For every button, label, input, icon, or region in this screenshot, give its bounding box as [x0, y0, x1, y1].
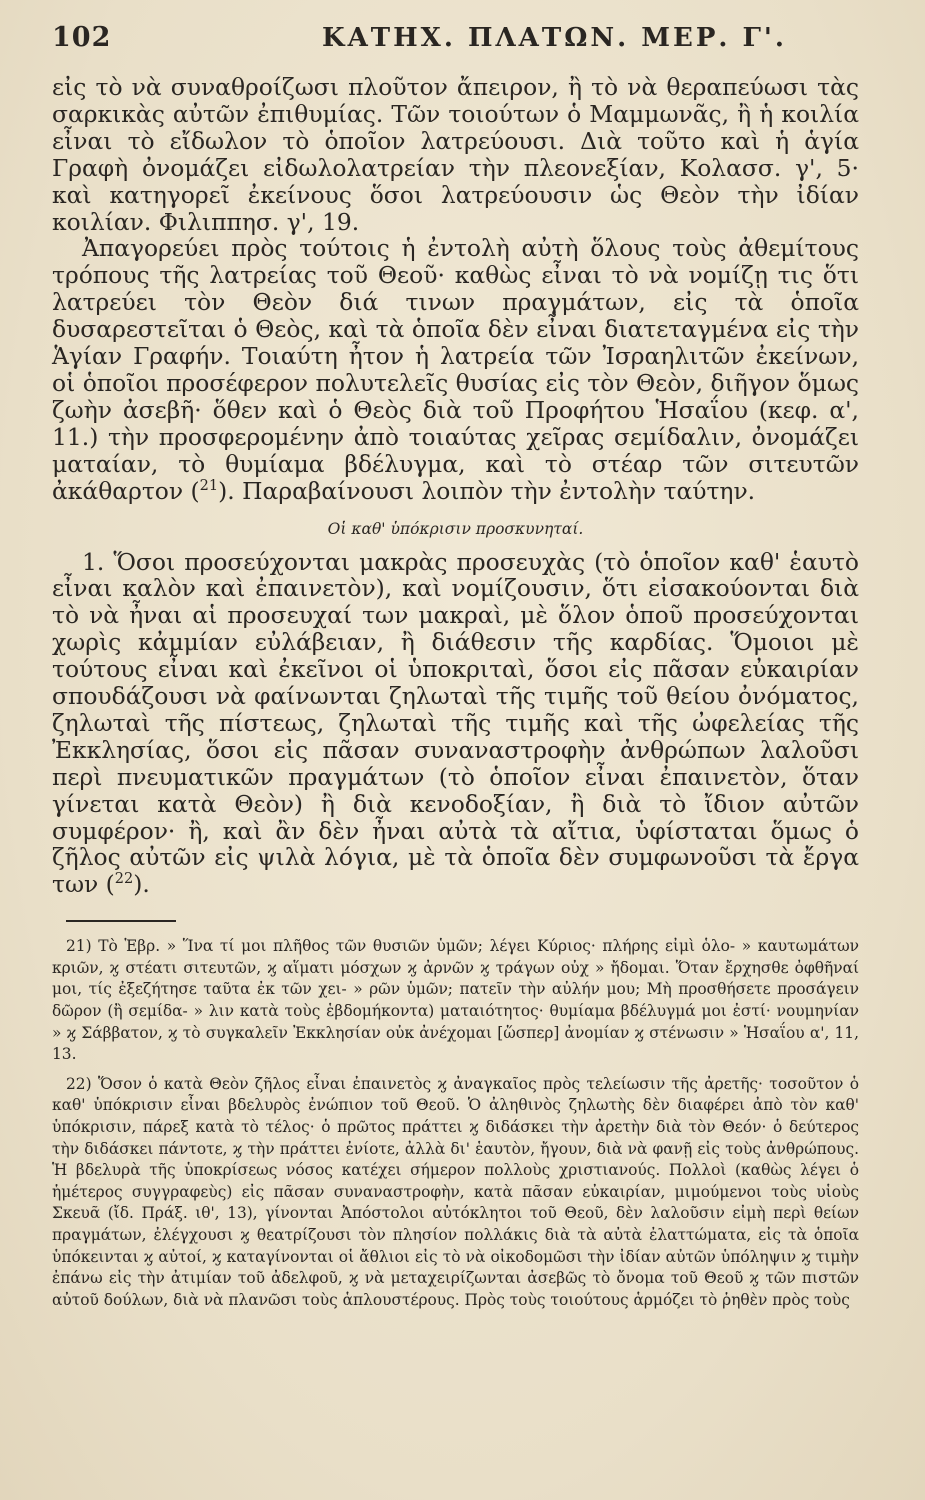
paragraph-prohibition-text: Ἀπαγορεύει πρὸς τούτοις ἡ ἐντολὴ αὐτὴ ὅλους τοὺς ἀθεμίτους τρόπους τῆς λατρείας τοῦ Θεοῦ· καθὼς εἶναι τὸ νὰ νομίζῃ τις ὅτι λατρεύει τὸν Θεὸν διά τινων πραγμάτων, εἰς τὰ ὁποῖα δυσαρεστεῖται ὁ Θεὸς, καὶ τὰ ὁποῖα δὲν εἶναι διατεταγμένα εἰς τὴν Ἁγίαν Γραφήν. Τοιαύτη ἦτον ἡ λατρεία τῶν Ἰσραηλιτῶν ἐκείνων, οἱ ὁποῖοι προσέφερον πολυτελεῖς θυσίας εἰς τὸν Θεὸν, διῆγον ὅμως ζωὴν ἀσεβῆ· ὅθεν καὶ ὁ Θεὸς διὰ τοῦ Προφήτου Ἡσαΐου (κεφ. α', 11.) τὴν προσφερομένην ἀπὸ τοιαύτας χεῖρας σεμίδαλιν, ὀνομάζει ματαίαν, τὸ θυμίαμα βδέλυγμα, καὶ τὸ στέαρ τῶν σιτευτῶν ἀκάθαρτον — [52, 234, 859, 505]
paragraph-hypocrites-text: 1. Ὅσοι προσεύχονται μακρὰς προσευχὰς (τὸ ὁποῖον καθ' ἑαυτὸ εἶναι καλὸν καὶ ἐπαινετὸν), καὶ νομίζουσιν, ὅτι εἰσακούονται διὰ τὸ νὰ ἦναι αἱ προσευχαί των μακραὶ, μὲ ὅλον ὁποῦ προσεύχονται χωρὶς κἀμμίαν εὐλάβειαν, ἢ διάθεσιν τῆς καρδίας. Ὅμοιοι μὲ τούτους εἶναι καὶ ἐκεῖνοι οἱ ὑποκριταὶ, ὅσοι εἰς πᾶσαν εὐκαιρίαν σπουδάζουσι νὰ φαίνωνται ζηλωταὶ τῆς τιμῆς τοῦ θείου ὀνόματος, ζηλωταὶ τῆς πίστεως, ζηλωταὶ τῆς τιμῆς καὶ τῆς ὠφελείας τῆς Ἐκκλησίας, ὅσοι εἰς πᾶσαν συναναστροφὴν ἀνθρώπων λαλοῦσι περὶ πνευματικῶν πραγμάτων (τὸ ὁποῖον εἶναι ἐπαινετὸν, ὅταν γίνεται κατὰ Θεὸν) ἢ διὰ κενοδοξίαν, ἢ διὰ τὸ ἴδιον αὐτῶν συμφέρον· ἢ, καὶ ἂν δὲν ἦναι αὐτὰ τὰ αἴτια, ὑφίσταται ὅμως ὁ ζῆλος αὐτῶν εἰς ψιλὰ λόγια, μὲ τὰ ὁποῖα δὲν συμφωνοῦσι τὰ ἔργα των — [52, 547, 859, 899]
running-head — [52, 22, 859, 74]
paragraph-hypocrites-end: . — [142, 870, 150, 899]
footnotes — [52, 936, 859, 1311]
paragraph-prohibition: Ἀπαγορεύει πρὸς τούτοις ἡ ἐντολὴ αὐτὴ ὅλους τοὺς ἀθεμίτους τρόπους τῆς λατρείας τοῦ Θεοῦ· καθὼς εἶναι τὸ νὰ νομίζῃ τις ὅτι λατρεύει τὸν Θεὸν διά τινων πραγμάτων, εἰς τὰ ὁποῖα δυσαρεστεῖται ὁ Θεὸς, καὶ τὰ ὁποῖα δὲν εἶναι διατεταγμένα εἰς τὴν Ἁγίαν Γραφήν. Τοιαύτη ἦτον ἡ λατρεία τῶν Ἰσραηλιτῶν ἐκείνων, οἱ ὁποῖοι προσέφερον πολυτελεῖς θυσίας εἰς τὸν Θεὸν, διῆγον ὅμως ζωὴν ἀσεβῆ· ὅθεν καὶ ὁ Θεὸς διὰ τοῦ Προφήτου Ἡσαΐου (κεφ. α', 11.) τὴν προσφερομένην ἀπὸ τοιαύτας χεῖρας σεμίδαλιν, ὀνομάζει ματαίαν, τὸ θυμίαμα βδέλυγμα, καὶ τὸ στέαρ τῶν σιτευτῶν ἀκάθαρτον ($^{21}$). Παραβαίνουσι λοιπὸν τὴν ἐντολὴν ταύτην. — [52, 234, 859, 505]
paragraph-continuation: εἰς τὸ νὰ συναθροίζωσι πλοῦτον ἄπειρον, ἢ τὸ νὰ θεραπεύωσι τὰς σαρκικὰς αὐτῶν ἐπιθυμίας. Τῶν τοιούτων ὁ Μαμμωνᾶς, ἢ ἡ κοιλία εἶναι τὸ εἴδωλον τὸ ὁποῖον λατρεύουσι. Διὰ τοῦτο καὶ ἡ ἁγία Γραφὴ ὀνομάζει εἰδωλολατρείαν τὴν πλεονεξίαν, Κολασσ. γ', 5· καὶ κατηγορεῖ ἐκείνους ὅσοι λατρεύουσιν ὡς Θεὸν τὴν ἰδίαν κοιλίαν. Φιλιππησ. γ', 19. — [52, 73, 859, 236]
footnote-22: 22) Ὅσον ὁ κατὰ Θεὸν ζῆλος εἶναι ἐπαινετὸς ϗ ἀναγκαῖος πρὸς τελείωσιν τῆς ἀρετῆς· τοσοῦτον ὁ καθ' ὑπόκρισιν εἶναι βδελυρὸς ἐνώπιον τοῦ Θεοῦ. Ὁ ἀληθινὸς ζηλωτὴς δὲν διαφέρει ἀπὸ τὸν καθ' ὑπόκρισιν, πάρεξ κατὰ τὸ τέλος· ὁ πρῶτος πράττει ϗ διδάσκει τὴν ἀρετὴν διὰ τὸν Θεόν· ὁ δεύτερος τὴν διδάσκει πάντοτε, ϗ τὴν πράττει ἐνίοτε, ἀλλὰ δι' ἑαυτὸν, ἤγουν, διὰ νὰ φανῇ εἰς τοὺς ἀνθρώπους. Ἡ βδελυρὰ τῆς ὑποκρίσεως νόσος κατέχει σήμερον πολλοὺς χριστιανούς. Πολλοὶ (καθὼς λέγει ὁ ἡμέτερος συγγραφεὺς) εἰς πᾶσαν συναναστροφὴν, κατὰ πᾶσαν εὐκαιρίαν, μιμούμενοι τοὺς υἱοὺς Σκευᾶ (ἴδ. Πράξ. ιθ', 13), γίνονται Ἀπόστολοι αὐτόκλητοι τοῦ Θεοῦ, δὲν λαλοῦσιν εἰμὴ περὶ θείων πραγμάτων, ἐλέγχουσι ϗ θεατρίζουσι τὸν πλησίον πολλάκις διὰ τὰ αὐτὰ ἐλαττώματα, εἰς τὰ ὁποῖα ὑπόκεινται ϗ αὐτοί, ϗ καταγίνονται οἱ ἄθλιοι εἰς τὸ νὰ οἰκοδομῶσι τὴν ἰδίαν αὐτῶν ὑπόληψιν ϗ τιμὴν ἐπάνω εἰς τὴν ἀτιμίαν τοῦ ἀδελφοῦ, ϗ νὰ μεταχειρίζωνται ἀσεβῶς τὸ ὄνομα τοῦ Θεοῦ ϗ τῶν πιστῶν αὐτοῦ δούλων, διὰ νὰ πλανῶσι τοὺς ἁπλουστέρους. Πρὸς τοὺς τοιούτους ἁρμόζει τὸ ῥηθὲν πρὸς τοὺς — [52, 1074, 859, 1309]
paragraph-hypocrites: 1. Ὅσοι προσεύχονται μακρὰς προσευχὰς (τὸ ὁποῖον καθ' ἑαυτὸ εἶναι καλὸν καὶ ἐπαινετὸν), καὶ νομίζουσιν, ὅτι εἰσακούονται διὰ τὸ νὰ ἦναι αἱ προσευχαί των μακραὶ, μὲ ὅλον ὁποῦ προσεύχονται χωρὶς κἀμμίαν εὐλάβειαν, ἢ διάθεσιν τῆς καρδίας. Ὅμοιοι μὲ τούτους εἶναι καὶ ἐκεῖνοι οἱ ὑποκριταὶ, ὅσοι εἰς πᾶσαν εὐκαιρίαν σπουδάζουσι νὰ φαίνωνται ζηλωταὶ τῆς τιμῆς τοῦ θείου ὀνόματος, ζηλωταὶ τῆς πίστεως, ζηλωταὶ τῆς τιμῆς καὶ τῆς ὠφελείας τῆς Ἐκκλησίας, ὅσοι εἰς πᾶσαν συναναστροφὴν ἀνθρώπων λαλοῦσι περὶ πνευματικῶν πραγμάτων (τὸ ὁποῖον εἶναι ἐπαινετὸν, ὅταν γίνεται κατὰ Θεὸν) ἢ διὰ κενοδοξίαν, ἢ διὰ τὸ ἴδιον αὐτῶν συμφέρον· ἢ, καὶ ἂν δὲν ἦναι αὐτὰ τὰ αἴτια, ὑφίσταται ὅμως ὁ ζῆλος αὐτῶν εἰς ψιλὰ λόγια, μὲ τὰ ὁποῖα δὲν συμφωνοῦσι τὰ ἔργα των ($^{22}$). — [52, 547, 859, 899]
section-heading: Οἱ καθ' ὑπόκρισιν προσκυνηταί. — [327, 519, 584, 538]
main-text — [52, 74, 859, 898]
paragraph-prohibition-end: . Παραβαίνουσι λοιπὸν τὴν ἐντολὴν ταύτην. — [227, 476, 756, 505]
footnote-ref-21: 21 — [199, 477, 219, 494]
running-title: ΚΑΤΗΧ. ΠΛΑΤΩΝ. ΜΕΡ. Γ'. — [322, 23, 787, 53]
page-number: 102 — [52, 22, 112, 53]
footnote-21: 21) Τὸ Ἑβρ. » Ἵνα τί μοι πλῆθος τῶν θυσιῶν ὑμῶν; λέγει Κύριος· πλήρης εἰμὶ ὁλο- » καυτωμάτων κριῶν, ϗ στέατι σιτευτῶν, ϗ αἵματι μόσχων ϗ ἀρνῶν ϗ τράγων οὐχ » ἤδομαι. Ὅταν ἔρχησθε ὀφθῆναί μοι, τίς ἐξεζήτησε ταῦτα ἐκ τῶν χει- » ρῶν ὑμῶν; πατεῖν τὴν αὐλήν μου; Μὴ προσθήσετε προσάγειν δῶρον (ἢ σεμίδα- » λιν κατὰ τοὺς ἑβδομήκοντα) ματαιότητος· θυμίαμα βδέλυγμά μοι ἐστί· νουμηνίαν » ϗ Σάββατον, ϗ τὸ συγκαλεῖν Ἐκκλησίαν οὐκ ἀνέχομαι [ὥσπερ] ἀνομίαν ϗ στένωσιν » Ἡσαΐου α', 11, 13. — [52, 937, 859, 1064]
footnote-divider — [66, 920, 176, 922]
footnote-ref-22: 22 — [114, 871, 134, 888]
